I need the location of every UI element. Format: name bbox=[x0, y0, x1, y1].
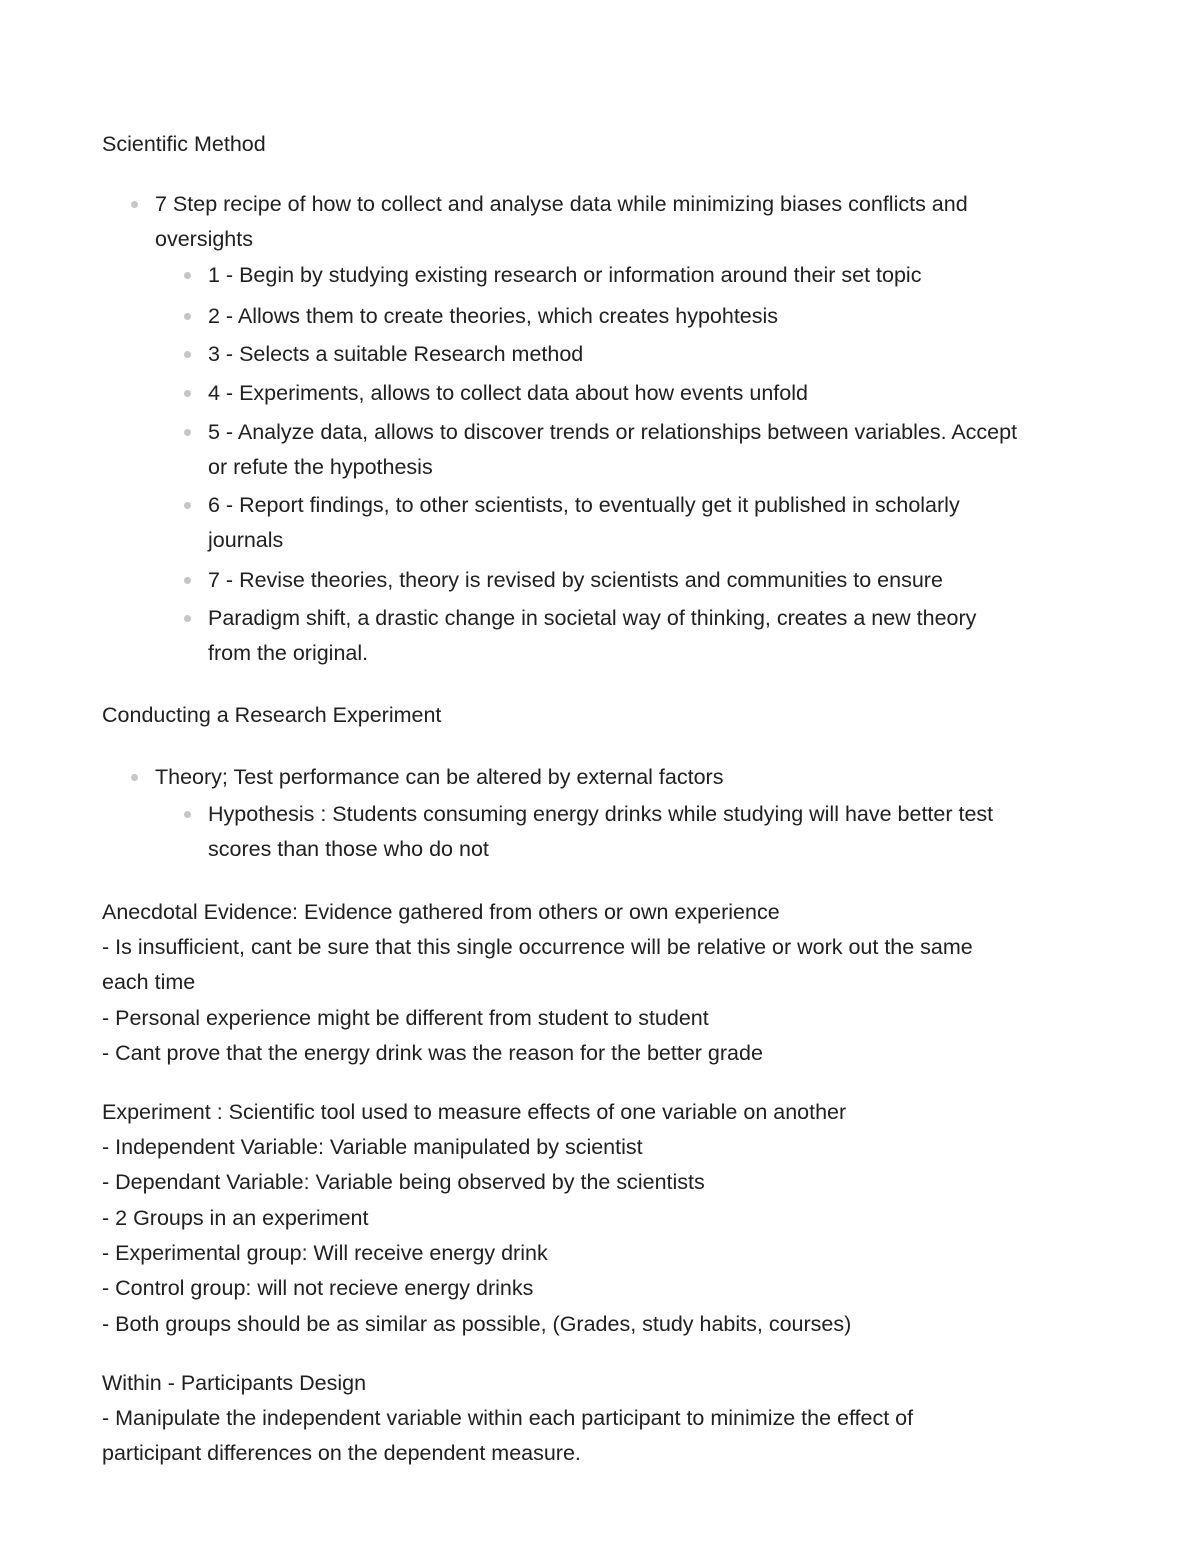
paragraph-line: - 2 Groups in an experiment bbox=[102, 1206, 369, 1230]
bullet-dot bbox=[184, 351, 191, 358]
list-item-hypothesis-continued: scores than those who do not bbox=[208, 837, 489, 861]
paragraph-line: - Dependant Variable: Variable being observed by the scientists bbox=[102, 1170, 705, 1194]
list-item-step: 2 - Allows them to create theories, which creates hypohtesis bbox=[208, 304, 779, 328]
list-item-step: 5 - Analyze data, allows to discover trends or relationships between variables. Accept bbox=[208, 420, 1018, 444]
list-item-step: 6 - Report findings, to other scientists, to eventually get it published in scholarly bbox=[208, 493, 960, 517]
paragraph-line: - Cant prove that the energy drink was the reason for the better grade bbox=[102, 1041, 763, 1065]
list-item-step: 4 - Experiments, allows to collect data about how events unfold bbox=[208, 381, 808, 405]
bullet-dot bbox=[184, 577, 191, 584]
paragraph-line: each time bbox=[102, 970, 196, 994]
section-heading-research-experiment: Conducting a Research Experiment bbox=[102, 703, 442, 727]
paragraph-line: participant differences on the dependent measure. bbox=[102, 1441, 581, 1465]
bullet-dot bbox=[184, 390, 191, 397]
list-item-main: 7 Step recipe of how to collect and analyse data while minimizing biases conflicts and bbox=[155, 192, 968, 216]
paragraph-line: Anecdotal Evidence: Evidence gathered from others or own experience bbox=[102, 900, 780, 924]
list-item-hypothesis: Hypothesis : Students consuming energy drinks while studying will have better test bbox=[208, 802, 994, 826]
paragraph-line: Within - Participants Design bbox=[102, 1371, 367, 1395]
bullet-dot bbox=[184, 811, 191, 818]
list-item-step-continued: journals bbox=[208, 528, 284, 552]
paragraph-line: - Is insufficient, cant be sure that this single occurrence will be relative or work out the same bbox=[102, 935, 973, 959]
list-item-step-continued: or refute the hypothesis bbox=[208, 455, 433, 479]
bullet-dot bbox=[184, 502, 191, 509]
list-item-step: Paradigm shift, a drastic change in societal way of thinking, creates a new theory bbox=[208, 606, 977, 630]
list-item-step: 7 - Revise theories, theory is revised by scientists and communities to ensure bbox=[208, 568, 943, 592]
section-heading-scientific-method: Scientific Method bbox=[102, 132, 266, 156]
paragraph-line: - Control group: will not recieve energy drinks bbox=[102, 1276, 534, 1300]
paragraph-line: Experiment : Scientific tool used to measure effects of one variable on another bbox=[102, 1100, 847, 1124]
paragraph-line: - Both groups should be as similar as possible, (Grades, study habits, courses) bbox=[102, 1312, 852, 1336]
paragraph-line: - Experimental group: Will receive energy drink bbox=[102, 1241, 548, 1265]
paragraph-line: - Personal experience might be different from student to student bbox=[102, 1006, 709, 1030]
bullet-dot bbox=[184, 429, 191, 436]
list-item-theory: Theory; Test performance can be altered by external factors bbox=[155, 765, 724, 789]
bullet-dot bbox=[131, 201, 138, 208]
bullet-dot bbox=[131, 774, 138, 781]
paragraph-line: - Manipulate the independent variable within each participant to minimize the effect of bbox=[102, 1406, 914, 1430]
list-item-main-continued: oversights bbox=[155, 227, 253, 251]
bullet-dot bbox=[184, 615, 191, 622]
list-item-step: 1 - Begin by studying existing research or information around their set topic bbox=[208, 263, 922, 287]
bullet-dot bbox=[184, 272, 191, 279]
paragraph-line: - Independent Variable: Variable manipulated by scientist bbox=[102, 1135, 643, 1159]
bullet-dot bbox=[184, 313, 191, 320]
list-item-step-continued: from the original. bbox=[208, 641, 369, 665]
list-item-step: 3 - Selects a suitable Research method bbox=[208, 342, 584, 366]
